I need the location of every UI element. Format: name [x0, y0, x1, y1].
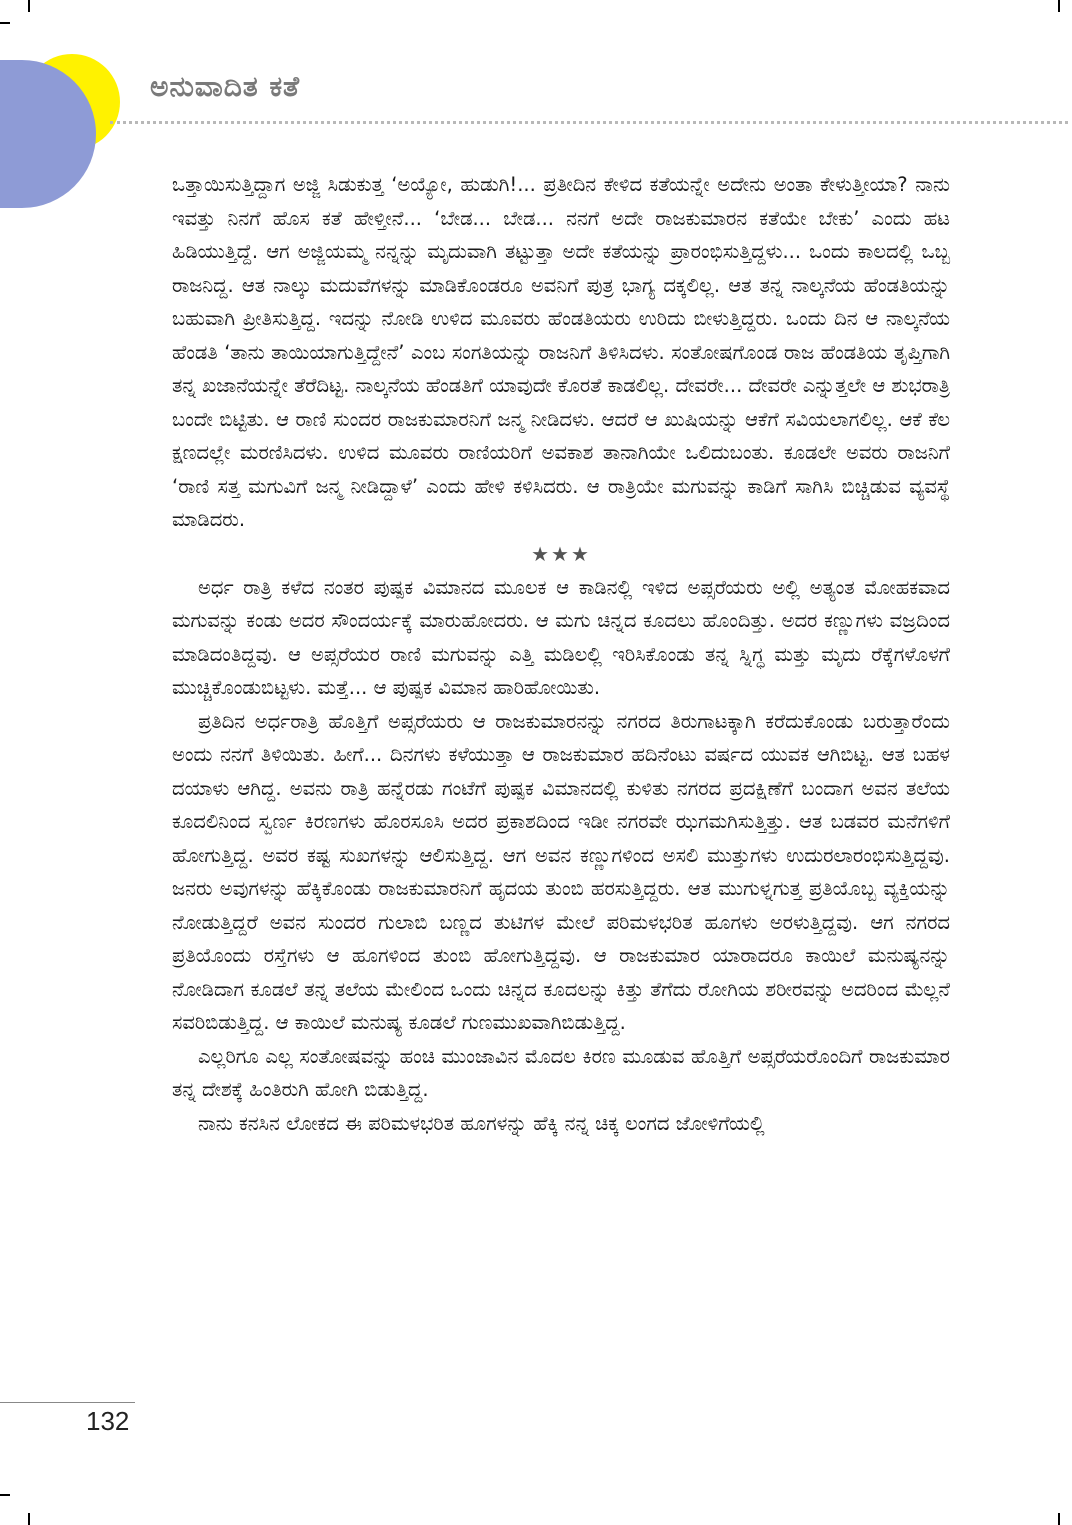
- paragraph: ಪ್ರತಿದಿನ ಅರ್ಧರಾತ್ರಿ ಹೊತ್ತಿಗೆ ಅಪ್ಸರೆಯರು ಆ ರಾಜಕುಮಾರನನ್ನು ನಗರದ ತಿರುಗಾಟಕ್ಕಾಗಿ ಕರೆದುಕೊಂಡು ಬರುತ್ತಾರೆಂದು ಅಂದು ನನಗೆ ತಿಳಿಯಿತು. ಹೀಗೆ... ದಿನಗಳು ಕಳೆಯುತ್ತಾ ಆ ರಾಜಕುಮಾರ ಹದಿನೆಂಟು ವರ್ಷದ ಯುವಕ ಆಗಿಬಿಟ್ಟ. ಆತ ಬಹಳ ದಯಾಳು ಆಗಿದ್ದ. ಅವನು ರಾತ್ರಿ ಹನ್ನೆರಡು ಗಂಟೆಗೆ ಪುಷ್ಪಕ ವಿಮಾನದಲ್ಲಿ ಕುಳಿತು ನಗರದ ಪ್ರದಕ್ಷಿಣೆಗೆ ಬಂದಾಗ ಅವನ ತಲೆಯ ಕೂದಲಿನಿಂದ ಸ್ವರ್ಣ ಕಿರಣಗಳು ಹೊರಸೂಸಿ ಅದರ ಪ್ರಕಾಶದಿಂದ ಇಡೀ ನಗರವೇ ಝಗಮಗಿಸುತ್ತಿತ್ತು. ಆತ ಬಡವರ ಮನೆಗಳಿಗೆ ಹೋಗುತ್ತಿದ್ದ. ಅವರ ಕಷ್ಟ ಸುಖಗಳನ್ನು ಆಲಿಸುತ್ತಿದ್ದ. ಆಗ ಅವನ ಕಣ್ಣುಗಳಿಂದ ಅಸಲಿ ಮುತ್ತುಗಳು ಉದುರಲಾರಂಭಿಸುತ್ತಿದ್ದವು. ಜನರು ಅವುಗಳನ್ನು ಹೆಕ್ಕಿಕೊಂಡು ರಾಜಕುಮಾರನಿಗೆ ಹೃದಯ ತುಂಬಿ ಹರಸುತ್ತಿದ್ದರು. ಆತ ಮುಗುಳ್ನಗುತ್ತ ಪ್ರತಿಯೊಬ್ಬ ವ್ಯಕ್ತಿಯನ್ನು ನೋಡುತ್ತಿದ್ದರೆ ಅವನ ಸುಂದರ ಗುಲಾಬಿ ಬಣ್ಣದ ತುಟಿಗಳ ಮೇಲೆ ಪರಿಮಳಭರಿತ ಹೂಗಳು ಅರಳುತ್ತಿದ್ದವು. ಆಗ ನಗರದ ಪ್ರತಿಯೊಂದು ರಸ್ತೆಗಳು ಆ ಹೂಗಳಿಂದ ತುಂಬಿ ಹೋಗುತ್ತಿದ್ದವು. ಆ ರಾಜಕುಮಾರ ಯಾರಾದರೂ ಕಾಯಿಲೆ ಮನುಷ್ಯನನ್ನು ನೋಡಿದಾಗ ಕೂಡಲೆ ತನ್ನ ತಲೆಯ ಮೇಲಿಂದ ಒಂದು ಚಿನ್ನದ ಕೂದಲನ್ನು ಕಿತ್ತು ತೆಗೆದು ರೋಗಿಯ ಶರೀರವನ್ನು ಅದರಿಂದ ಮೆಲ್ಲನೆ ಸವರಿಬಿಡುತ್ತಿದ್ದ. ಆ ಕಾಯಿಲೆ ಮನುಷ್ಯ ಕೂಡಲೆ ಗುಣಮುಖವಾಗಿಬಿಡುತ್ತಿದ್ದ.: [172, 709, 950, 1034]
- crop-mark: [1058, 0, 1060, 12]
- paragraph: ನಾನು ಕನಸಿನ ಲೋಕದ ಈ ಪರಿಮಳಭರಿತ ಹೂಗಳನ್ನು ಹೆಕ್ಕಿ ನನ್ನ ಚಿಕ್ಕ ಲಂಗದ ಜೋಳಿಗೆಯಲ್ಲಿ: [198, 1111, 765, 1135]
- paragraph: ಅರ್ಧ ರಾತ್ರಿ ಕಳೆದ ನಂತರ ಪುಷ್ಪಕ ವಿಮಾನದ ಮೂಲಕ ಆ ಕಾಡಿನಲ್ಲಿ ಇಳಿದ ಅಪ್ಸರೆಯರು ಅಲ್ಲಿ ಅತ್ಯಂತ ಮೋಹಕವಾದ ಮಗುವನ್ನು ಕಂಡು ಅದರ ಸೌಂದರ್ಯಕ್ಕೆ ಮಾರುಹೋದರು. ಆ ಮಗು ಚಿನ್ನದ ಕೂದಲು ಹೊಂದಿತ್ತು. ಅದರ ಕಣ್ಣುಗಳು ವಜ್ರದಿಂದ ಮಾಡಿದಂತಿದ್ದವು. ಆ ಅಪ್ಸರೆಯರ ರಾಣಿ ಮಗುವನ್ನು ಎತ್ತಿ ಮಡಿಲಲ್ಲಿ ಇರಿಸಿಕೊಂಡು ತನ್ನ ಸ್ನಿಗ್ಧ ಮತ್ತು ಮೃದು ರೆಕ್ಕೆಗಳೊಳಗೆ ಮುಚ್ಚಿಕೊಂಡುಬಿಟ್ಟಳು. ಮತ್ತೆ... ಆ ಪುಷ್ಪಕ ವಿಮಾನ ಹಾರಿಹೋಯಿತು.: [172, 575, 950, 699]
- page-number: 132: [86, 1406, 130, 1436]
- header-dotted-rule: [110, 121, 1068, 124]
- crop-mark: [1058, 1513, 1060, 1525]
- section-title: ಅನುವಾದಿತ ಕತೆ: [150, 70, 301, 103]
- crop-mark: [0, 1494, 10, 1496]
- paragraph: ಎಲ್ಲರಿಗೂ ಎಲ್ಲ ಸಂತೋಷವನ್ನು ಹಂಚಿ ಮುಂಜಾವಿನ ಮೊದಲ ಕಿರಣ ಮೂಡುವ ಹೊತ್ತಿಗೆ ಅಪ್ಸರೆಯರೊಂದಿಗೆ ರಾಜಕುಮಾರ ತನ್ನ ದೇಶಕ್ಕೆ ಹಿಂತಿರುಗಿ ಹೋಗಿ ಬಿಡುತ್ತಿದ್ದ.: [172, 1044, 950, 1101]
- paragraph: ಒತ್ತಾಯಿಸುತ್ತಿದ್ದಾಗ ಅಜ್ಜಿ ಸಿಡುಕುತ್ತ ‘ಅಯ್ಯೋ, ಹುಡುಗಿ!... ಪ್ರತೀದಿನ ಕೇಳಿದ ಕತೆಯನ್ನೇ ಅದೇನು ಅಂತಾ ಕೇಳುತ್ತೀಯಾ? ನಾನು ಇವತ್ತು ನಿನಗೆ ಹೊಸ ಕತೆ ಹೇಳ್ತೀನೆ... ‘ಬೇಡ... ಬೇಡ... ನನಗೆ ಅದೇ ರಾಜಕುಮಾರನ ಕತೆಯೇ ಬೇಕು’ ಎಂದು ಹಟ ಹಿಡಿಯುತ್ತಿದ್ದೆ. ಆಗ ಅಜ್ಜಿಯಮ್ಮ ನನ್ನನ್ನು ಮೃದುವಾಗಿ ತಟ್ಟುತ್ತಾ ಅದೇ ಕತೆಯನ್ನು ಪ್ರಾರಂಭಿಸುತ್ತಿದ್ದಳು... ಒಂದು ಕಾಲದಲ್ಲಿ ಒಬ್ಬ ರಾಜನಿದ್ದ. ಆತ ನಾಲ್ಕು ಮದುವೆಗಳನ್ನು ಮಾಡಿಕೊಂಡರೂ ಅವನಿಗೆ ಪುತ್ರ ಭಾಗ್ಯ ದಕ್ಕಲಿಲ್ಲ. ಆತ ತನ್ನ ನಾಲ್ಕನೆಯ ಹೆಂಡತಿಯನ್ನು ಬಹುವಾಗಿ ಪ್ರೀತಿಸುತ್ತಿದ್ದ. ಇದನ್ನು ನೋಡಿ ಉಳಿದ ಮೂವರು ಹೆಂಡತಿಯರು ಉರಿದು ಬೀಳುತ್ತಿದ್ದರು. ಒಂದು ದಿನ ಆ ನಾಲ್ಕನೆಯ ಹೆಂಡತಿ ‘ತಾನು ತಾಯಿಯಾಗುತ್ತಿದ್ದೇನೆ’ ಎಂಬ ಸಂಗತಿಯನ್ನು ರಾಜನಿಗೆ ತಿಳಿಸಿದಳು. ಸಂತೋಷಗೊಂಡ ರಾಜ ಹೆಂಡತಿಯ ತೃಪ್ತಿಗಾಗಿ ತನ್ನ ಖಜಾನೆಯನ್ನೇ ತೆರೆದಿಟ್ಟ. ನಾಲ್ಕನೆಯ ಹೆಂಡತಿಗೆ ಯಾವುದೇ ಕೊರತೆ ಕಾಡಲಿಲ್ಲ. ದೇವರೇ... ದೇವರೇ ಎನ್ನುತ್ತಲೇ ಆ ಶುಭರಾತ್ರಿ ಬಂದೇ ಬಿಟ್ಟಿತು. ಆ ರಾಣಿ ಸುಂದರ ರಾಜಕುಮಾರನಿಗೆ ಜನ್ಮ ನೀಡಿದಳು. ಆದರೆ ಆ ಖುಷಿಯನ್ನು ಆಕೆಗೆ ಸವಿಯಲಾಗಲಿಲ್ಲ. ಆಕೆ ಕೆಲ ಕ್ಷಣದಲ್ಲೇ ಮರಣಿಸಿದಳು. ಉಳಿದ ಮೂವರು ರಾಣಿಯರಿಗೆ ಅವಕಾಶ ತಾನಾಗಿಯೇ ಒಲಿದುಬಂತು. ಕೂಡಲೇ ಅವರು ರಾಜನಿಗೆ ‘ರಾಣಿ ಸತ್ತ ಮಗುವಿಗೆ ಜನ್ಮ ನೀಡಿದ್ದಾಳೆ’ ಎಂದು ಹೇಳಿ ಕಳಿಸಿದರು. ಆ ರಾತ್ರಿಯೇ ಮಗುವನ್ನು ಕಾಡಿಗೆ ಸಾಗಿಸಿ ಬಿಚ್ಚಿಡುವ ವ್ಯವಸ್ಥೆ ಮಾಡಿದರು.: [172, 173, 950, 531]
- crop-mark: [0, 22, 10, 24]
- section-separator: ★★★: [531, 541, 591, 566]
- crop-mark: [28, 0, 30, 12]
- crop-mark: [28, 1513, 30, 1525]
- footer-rule: [0, 1402, 135, 1403]
- article-body: [172, 168, 950, 1140]
